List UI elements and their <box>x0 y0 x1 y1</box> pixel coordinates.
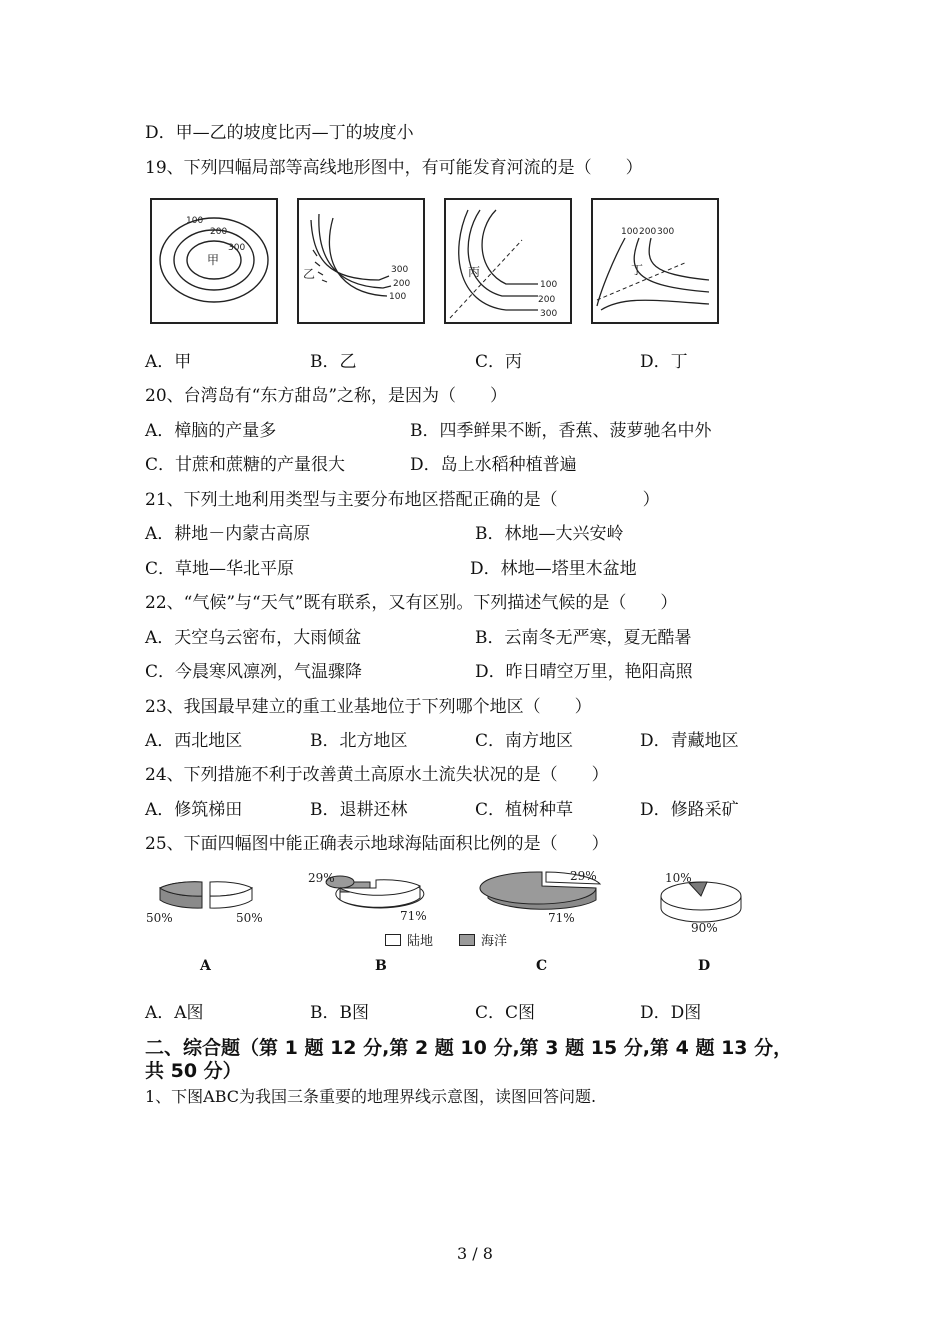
q21-option-a[interactable]: A．耕地－内蒙古高原 <box>145 524 311 544</box>
pie-chart-b <box>300 866 450 930</box>
map-label-yi: 乙 <box>303 267 316 281</box>
svg-text:29%: 29% <box>570 869 597 883</box>
land-swatch <box>385 934 401 946</box>
svg-text:90%: 90% <box>691 921 718 935</box>
contour-map-ding <box>591 198 719 324</box>
q20-option-a[interactable]: A．樟脑的产量多 <box>145 421 277 441</box>
map-label-bing: 丙 <box>468 265 481 279</box>
q19-option-a[interactable]: A．甲 <box>145 352 192 372</box>
svg-text:200: 200 <box>210 227 228 237</box>
section-2-q1: 1、下图ABC为我国三条重要的地理界线示意图，读图回答问题. <box>145 1087 597 1106</box>
q23-option-a[interactable]: A．西北地区 <box>145 731 243 751</box>
q23-option-c[interactable]: C．南方地区 <box>475 731 574 751</box>
pie-chart-a <box>140 870 280 930</box>
map-label-jia: 甲 <box>207 253 220 267</box>
section-2-title: 二、综合题（第 1 题 12 分,第 2 题 10 分,第 3 题 15 分,第 4 题 13 分， <box>145 1037 793 1059</box>
q18-option-d: D．甲—乙的坡度比丙—丁的坡度小 <box>145 123 414 143</box>
pie-chart-d <box>655 866 795 938</box>
q23-option-d[interactable]: D．青藏地区 <box>640 731 739 751</box>
q23-stem: 23、我国最早建立的重工业基地位于下列哪个地区（ ） <box>145 697 592 717</box>
q23-option-b[interactable]: B．北方地区 <box>310 731 408 751</box>
svg-text:100: 100 <box>389 292 407 302</box>
svg-text:300: 300 <box>228 243 246 253</box>
legend-land-label: 陆地 <box>407 934 434 949</box>
pie-legend <box>385 930 507 949</box>
svg-text:10%: 10% <box>665 871 692 885</box>
pie-chart-c <box>476 866 626 930</box>
svg-text:200: 200 <box>639 227 657 237</box>
legend-ocean-label: 海洋 <box>481 934 508 949</box>
q21-option-c[interactable]: C．草地—华北平原 <box>145 559 295 579</box>
q21-stem: 21、下列土地利用类型与主要分布地区搭配正确的是（ ） <box>145 490 660 510</box>
q19-option-d[interactable]: D．丁 <box>640 352 688 372</box>
q24-stem: 24、下列措施不利于改善黄土高原水土流失状况的是（ ） <box>145 765 609 785</box>
q20-option-b[interactable]: B．四季鲜果不断，香蕉、菠萝驰名中外 <box>410 421 712 441</box>
contour-map-bing <box>444 198 572 324</box>
q19-stem: 19、下列四幅局部等高线地形图中，有可能发育河流的是（ ） <box>145 158 643 178</box>
svg-text:100: 100 <box>621 227 639 237</box>
q24-option-b[interactable]: B．退耕还林 <box>310 800 408 820</box>
ocean-swatch <box>459 934 475 946</box>
q22-stem: 22、“气候”与“天气”既有联系，又有区别。下列描述气候的是（ ） <box>145 593 678 613</box>
svg-text:100: 100 <box>186 216 204 226</box>
svg-text:200: 200 <box>393 279 411 289</box>
q20-option-c[interactable]: C．甘蔗和蔗糖的产量很大 <box>145 455 346 475</box>
q21-option-b[interactable]: B．林地—大兴安岭 <box>475 524 624 544</box>
q24-option-a[interactable]: A．修筑梯田 <box>145 800 243 820</box>
svg-text:29%: 29% <box>308 871 335 885</box>
svg-text:50%: 50% <box>236 911 263 925</box>
q24-option-d[interactable]: D．修路采矿 <box>640 800 739 820</box>
page-number: 3 / 8 <box>457 1244 493 1263</box>
section-2-title-cont: 共 50 分） <box>145 1060 242 1082</box>
q22-option-b[interactable]: B．云南冬无严寒，夏无酷暑 <box>475 628 692 648</box>
q21-option-d[interactable]: D．林地—塔里木盆地 <box>470 559 637 579</box>
svg-text:300: 300 <box>540 309 558 319</box>
q25-option-b[interactable]: B．B图 <box>310 1003 369 1023</box>
q25-stem: 25、下面四幅图中能正确表示地球海陆面积比例的是（ ） <box>145 834 609 854</box>
svg-text:71%: 71% <box>400 909 427 923</box>
q25-option-d[interactable]: D．D图 <box>640 1003 702 1023</box>
q25-option-a[interactable]: A．A图 <box>145 1003 204 1023</box>
svg-text:300: 300 <box>391 265 409 275</box>
svg-text:50%: 50% <box>146 911 173 925</box>
map-label-ding: 丁 <box>631 263 644 277</box>
q20-option-d[interactable]: D．岛上水稻种植普遍 <box>410 455 577 475</box>
q22-option-d[interactable]: D．昨日晴空万里，艳阳高照 <box>475 662 693 682</box>
q19-option-c[interactable]: C．丙 <box>475 352 523 372</box>
svg-text:200: 200 <box>538 295 556 305</box>
pie-letter-c: C <box>536 958 548 974</box>
svg-text:300: 300 <box>657 227 675 237</box>
q25-option-c[interactable]: C．C图 <box>475 1003 536 1023</box>
q22-option-a[interactable]: A．天空乌云密布，大雨倾盆 <box>145 628 362 648</box>
contour-map-jia <box>150 198 278 324</box>
pie-letter-d: D <box>698 958 711 974</box>
pie-letter-b: B <box>375 958 387 974</box>
pie-letter-a: A <box>200 958 211 974</box>
svg-text:71%: 71% <box>548 911 575 925</box>
contour-map-yi <box>297 198 425 324</box>
q19-option-b[interactable]: B．乙 <box>310 352 357 372</box>
svg-text:100: 100 <box>540 280 558 290</box>
q22-option-c[interactable]: C．今晨寒风凛冽，气温骤降 <box>145 662 363 682</box>
q20-stem: 20、台湾岛有“东方甜岛”之称，是因为（ ） <box>145 386 508 406</box>
q24-option-c[interactable]: C．植树种草 <box>475 800 574 820</box>
